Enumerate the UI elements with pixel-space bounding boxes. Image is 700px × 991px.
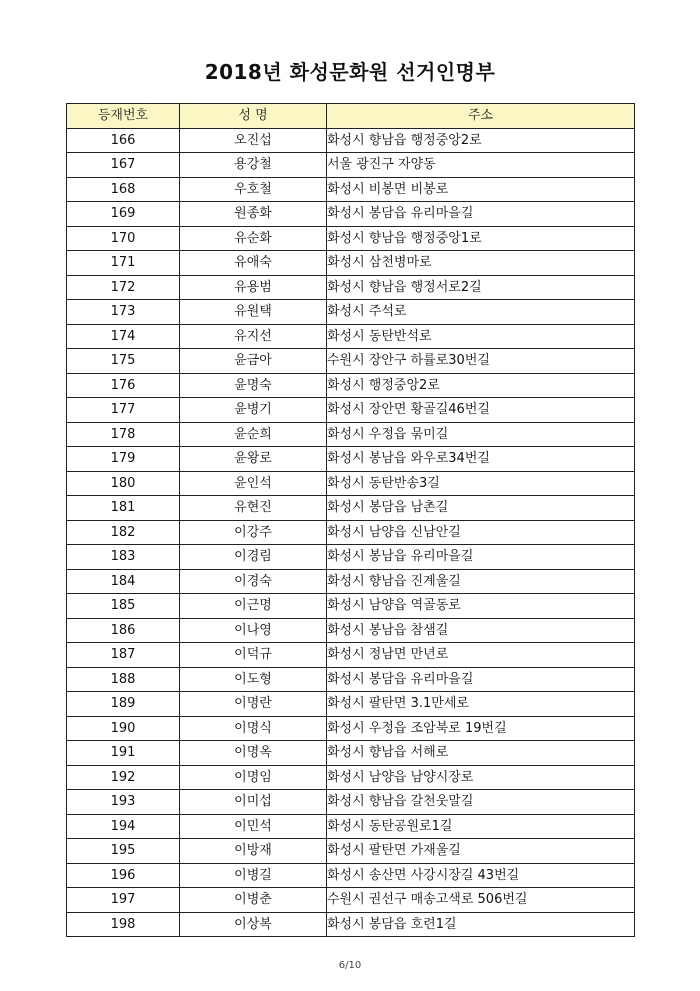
header-registration-number: 등재번호	[67, 104, 180, 129]
table-row	[67, 839, 635, 864]
registration-number-cell: 168	[67, 177, 180, 202]
name-cell: 원종화	[180, 202, 327, 227]
registration-number-cell: 197	[67, 888, 180, 913]
address-cell: 화성시 향남읍 행정중앙1로	[327, 226, 635, 251]
table-row	[67, 863, 635, 888]
registration-number-cell: 175	[67, 349, 180, 374]
name-cell: 이명란	[180, 692, 327, 717]
address-cell: 화성시 향남읍 서해로	[327, 741, 635, 766]
name-cell: 이상복	[180, 912, 327, 937]
header-row	[67, 104, 635, 129]
name-cell: 윤인석	[180, 471, 327, 496]
registration-number-cell: 170	[67, 226, 180, 251]
address-cell: 화성시 향남읍 행정서로2길	[327, 275, 635, 300]
table-row	[67, 324, 635, 349]
table-row	[67, 177, 635, 202]
table-row	[67, 226, 635, 251]
registration-number-cell: 179	[67, 447, 180, 472]
address-cell: 화성시 주석로	[327, 300, 635, 325]
header-address: 주소	[327, 104, 635, 129]
name-cell: 오진섭	[180, 128, 327, 153]
name-cell: 이방재	[180, 839, 327, 864]
table-row	[67, 888, 635, 913]
name-cell: 이명옥	[180, 741, 327, 766]
name-cell: 유원택	[180, 300, 327, 325]
registration-number-cell: 186	[67, 618, 180, 643]
table-row	[67, 398, 635, 423]
name-cell: 우호철	[180, 177, 327, 202]
registration-number-cell: 183	[67, 545, 180, 570]
table-row	[67, 643, 635, 668]
name-cell: 이미섭	[180, 790, 327, 815]
name-cell: 윤금아	[180, 349, 327, 374]
registration-number-cell: 193	[67, 790, 180, 815]
name-cell: 이민석	[180, 814, 327, 839]
name-cell: 유용범	[180, 275, 327, 300]
name-cell: 윤병기	[180, 398, 327, 423]
registration-number-cell: 180	[67, 471, 180, 496]
registration-number-cell: 194	[67, 814, 180, 839]
address-cell: 화성시 장안면 황골길46번길	[327, 398, 635, 423]
table-row	[67, 618, 635, 643]
table-row	[67, 912, 635, 937]
address-cell: 화성시 우정읍 묶미길	[327, 422, 635, 447]
address-cell: 화성시 동탄공원로1길	[327, 814, 635, 839]
name-cell: 이병춘	[180, 888, 327, 913]
name-cell: 유순화	[180, 226, 327, 251]
header-name: 성 명	[180, 104, 327, 129]
name-cell: 이근명	[180, 594, 327, 619]
address-cell: 화성시 봉남읍 참샘길	[327, 618, 635, 643]
table-row	[67, 128, 635, 153]
document-title: 2018년 화성문화원 선거인명부	[204, 60, 496, 84]
name-cell: 이명임	[180, 765, 327, 790]
registration-number-cell: 178	[67, 422, 180, 447]
table-row	[67, 251, 635, 276]
registration-number-cell: 166	[67, 128, 180, 153]
table-row	[67, 447, 635, 472]
registration-number-cell: 195	[67, 839, 180, 864]
registration-number-cell: 177	[67, 398, 180, 423]
name-cell: 유지선	[180, 324, 327, 349]
address-cell: 화성시 향남읍 행정중앙2로	[327, 128, 635, 153]
registration-number-cell: 184	[67, 569, 180, 594]
address-cell: 화성시 행정중앙2로	[327, 373, 635, 398]
name-cell: 이강주	[180, 520, 327, 545]
registration-number-cell: 167	[67, 153, 180, 178]
address-cell: 화성시 남양읍 남양시장로	[327, 765, 635, 790]
address-cell: 화성시 향남읍 진계울길	[327, 569, 635, 594]
address-cell: 화성시 삼천병마로	[327, 251, 635, 276]
address-cell: 서울 광진구 자양동	[327, 153, 635, 178]
name-cell: 이나영	[180, 618, 327, 643]
registration-number-cell: 189	[67, 692, 180, 717]
address-cell: 화성시 팔탄면 3.1만세로	[327, 692, 635, 717]
table-row	[67, 373, 635, 398]
registration-number-cell: 171	[67, 251, 180, 276]
name-cell: 이경숙	[180, 569, 327, 594]
registration-number-cell: 190	[67, 716, 180, 741]
table-row	[67, 520, 635, 545]
table-row	[67, 471, 635, 496]
address-cell: 화성시 정남면 만년로	[327, 643, 635, 668]
registration-number-cell: 198	[67, 912, 180, 937]
address-cell: 화성시 봉담읍 호련1길	[327, 912, 635, 937]
name-cell: 이명식	[180, 716, 327, 741]
name-cell: 용강철	[180, 153, 327, 178]
address-cell: 화성시 팔탄면 가재울길	[327, 839, 635, 864]
registration-number-cell: 191	[67, 741, 180, 766]
registration-number-cell: 196	[67, 863, 180, 888]
address-cell: 화성시 동탄반송3길	[327, 471, 635, 496]
address-cell: 화성시 봉담읍 남촌길	[327, 496, 635, 521]
name-cell: 윤왕로	[180, 447, 327, 472]
table-row	[67, 300, 635, 325]
table-row	[67, 765, 635, 790]
address-cell: 수원시 권선구 매송고색로 506번길	[327, 888, 635, 913]
name-cell: 윤명숙	[180, 373, 327, 398]
page-number: 6/10	[338, 960, 362, 971]
address-cell: 화성시 우정읍 조암북로 19번길	[327, 716, 635, 741]
address-cell: 화성시 송산면 사강시장길 43번길	[327, 863, 635, 888]
table-row	[67, 594, 635, 619]
table-row	[67, 692, 635, 717]
registration-number-cell: 173	[67, 300, 180, 325]
table-row	[67, 814, 635, 839]
registration-number-cell: 172	[67, 275, 180, 300]
table-row	[67, 716, 635, 741]
table-row	[67, 667, 635, 692]
registration-number-cell: 182	[67, 520, 180, 545]
name-cell: 이도형	[180, 667, 327, 692]
registration-number-cell: 169	[67, 202, 180, 227]
table-row	[67, 741, 635, 766]
table-row	[67, 496, 635, 521]
registration-number-cell: 174	[67, 324, 180, 349]
registration-number-cell: 185	[67, 594, 180, 619]
registration-number-cell: 181	[67, 496, 180, 521]
table-row	[67, 202, 635, 227]
table-row	[67, 153, 635, 178]
table-header	[67, 104, 635, 129]
name-cell: 이덕규	[180, 643, 327, 668]
registration-number-cell: 192	[67, 765, 180, 790]
address-cell: 화성시 봉남읍 와우로34번길	[327, 447, 635, 472]
name-cell: 유애숙	[180, 251, 327, 276]
table-row	[67, 275, 635, 300]
address-cell: 화성시 남양읍 신남안길	[327, 520, 635, 545]
name-cell: 이병길	[180, 863, 327, 888]
registration-number-cell: 176	[67, 373, 180, 398]
address-cell: 화성시 비봉면 비봉로	[327, 177, 635, 202]
registration-number-cell: 187	[67, 643, 180, 668]
name-cell: 윤순희	[180, 422, 327, 447]
address-cell: 화성시 봉담읍 유리마을길	[327, 667, 635, 692]
name-cell: 이경림	[180, 545, 327, 570]
voter-roster-table	[66, 103, 635, 937]
table-row	[67, 349, 635, 374]
address-cell: 수원시 장안구 하률로30번길	[327, 349, 635, 374]
address-cell: 화성시 남양읍 역골동로	[327, 594, 635, 619]
table-row	[67, 422, 635, 447]
address-cell: 화성시 향남읍 갈천웃말길	[327, 790, 635, 815]
name-cell: 유현진	[180, 496, 327, 521]
table-row	[67, 569, 635, 594]
address-cell: 화성시 동탄반석로	[327, 324, 635, 349]
address-cell: 화성시 봉남읍 유리마을길	[327, 545, 635, 570]
table-row	[67, 545, 635, 570]
table-row	[67, 790, 635, 815]
address-cell: 화성시 봉담읍 유리마을길	[327, 202, 635, 227]
table-body	[67, 128, 635, 937]
registration-number-cell: 188	[67, 667, 180, 692]
